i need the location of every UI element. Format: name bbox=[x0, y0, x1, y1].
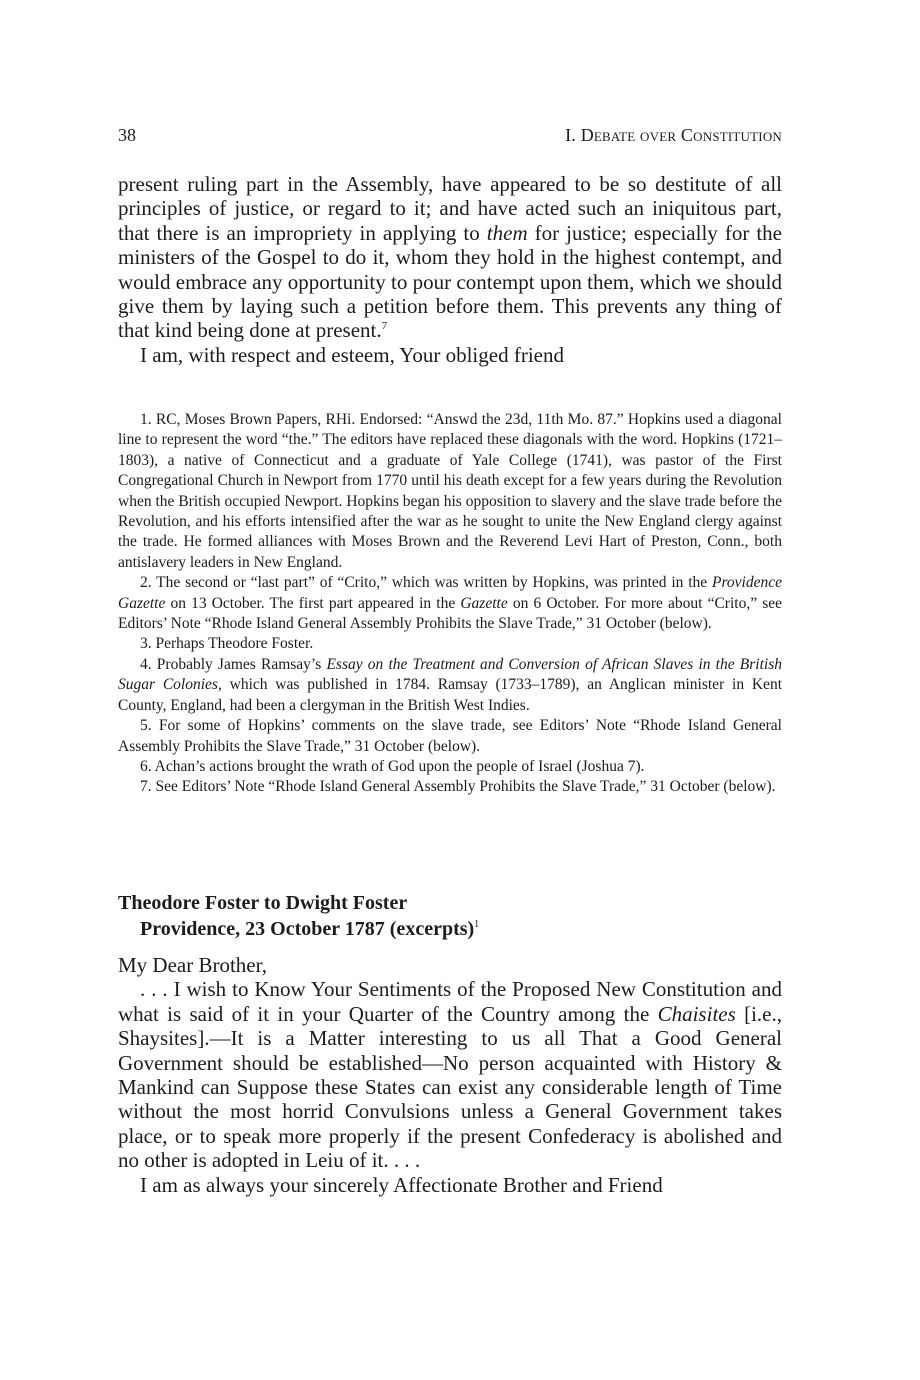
footnote-5: 5. For some of Hopkins’ comments on the slave trade, see Editors’ Note “Rhode Island General Assembly Prohibits the Slave Trade,” 31 October (below). bbox=[118, 717, 782, 755]
footnote-6: 6. Achan’s actions brought the wrath of God upon the people of Israel (Joshua 7). bbox=[140, 757, 645, 775]
letter-body bbox=[118, 953, 782, 1197]
footnote-4: 4. Probably James Ramsay’s Essay on the Treatment and Conversion of African Slaves in the British Sugar Colonies, which was published in 1784. Ramsay (1733–1789), an Anglican minister in Kent County, England, had been a clergyman in the British West Indies. bbox=[118, 655, 782, 714]
footnotes bbox=[118, 410, 782, 798]
letter-paragraph: present ruling part in the Assembly, have appeared to be so destitute of all principles of justice, or regard to it; and have acted such an iniquitous part, that there is an impropriety in applying to them for justice; especially for the ministers of the Gospel to do it, whom they hold in the highest contempt, and would embrace any opportunity to pour contempt upon them, which we should give them by laying such a petition before them. This prevents any thing of that kind being done at present.$^7$ bbox=[118, 172, 782, 343]
salutation: My Dear Brother, bbox=[118, 953, 268, 977]
note-reference: 1 bbox=[474, 919, 480, 930]
footnote-7: 7. See Editors’ Note “Rhode Island General Assembly Prohibits the Slave Trade,” 31 October (below). bbox=[140, 778, 776, 796]
note-reference: 7 bbox=[381, 320, 388, 333]
document-heading bbox=[118, 890, 782, 942]
footnote-2: 2. The second or “last part” of “Crito,” which was written by Hopkins, was printed in the Providence Gazette on 13 October. The first part appeared in the Gazette on 6 October. For more about “Crito,” see Editors’ Note “Rhode Island General Assembly Prohibits the Slave Trade,” 31 October (below). bbox=[118, 574, 783, 633]
footnote-3: 3. Perhaps Theodore Foster. bbox=[140, 635, 314, 653]
heading-title: Theodore Foster to Dwight Foster bbox=[118, 892, 408, 914]
section-title: I. Debate over Constitution bbox=[565, 125, 782, 145]
letter-closing: I am as always your sincerely Affectionate Brother and Friend bbox=[140, 1172, 663, 1197]
heading-dateline: Providence, 23 October 1787 (excerpts)$^1$ bbox=[140, 918, 480, 940]
letter-paragraph: . . . I wish to Know Your Sentiments of the Proposed New Constitution and what is said of it in your Quarter of the Country among the Chaisites [i.e., Shaysites].—It is a Matter interesting to us all That a Good General Government should be established—No person acquainted with History & Mankind can Suppose these States can exist any considerable length of Time without the most horrid Convulsions unless a General Government takes place, or to speak more properly if the present Confederacy is abolished and no other is adopted in Leiu of it. . . . bbox=[118, 977, 782, 1173]
letter-closing: I am, with respect and esteem, Your obliged friend bbox=[140, 342, 564, 367]
running-head bbox=[118, 125, 782, 149]
footnote-1: 1. RC, Moses Brown Papers, RHi. Endorsed: “Answd the 23d, 11th Mo. 87.” Hopkins used a diagonal line to represent the word “the.” The editors have replaced these diagonals with the word. Hopkins (1721–1803), a native of Connecticut and a graduate of Yale College (1741), was pastor of the First Congregational Church in Newport from 1770 until his death except for a few years during the Revolution when the British occupied Newport. Hopkins began his opposition to slavery and the slave trade before the Revolution, and his efforts intensified after the war as he sought to unite the New England clergy against the trade. He formed alliances with Moses Brown and the Reverend Levi Hart of Preston, Conn., both antislavery leaders in New England. bbox=[118, 411, 782, 571]
page-number: 38 bbox=[118, 125, 136, 145]
letter-continuation bbox=[118, 172, 782, 367]
